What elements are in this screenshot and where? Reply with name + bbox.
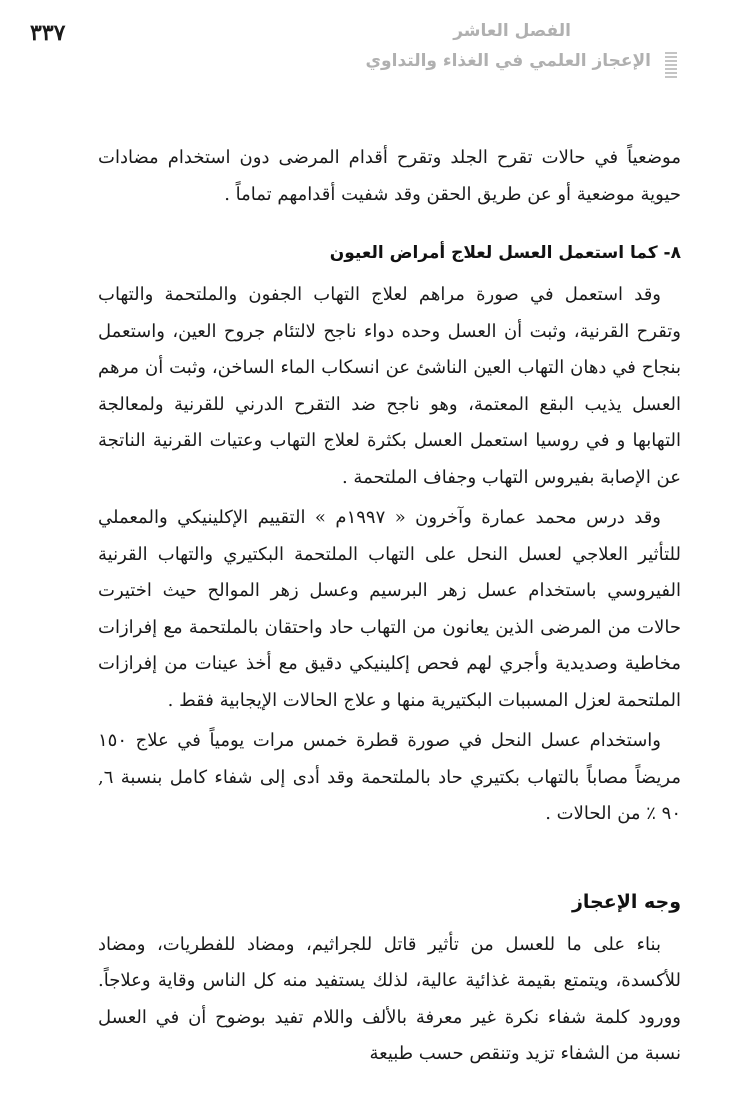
paragraph-eye-ointment: وقد استعمل في صورة مراهم لعلاج التهاب الجفون والملتحمة والتهاب وتقرح القرنية، وثبت أن العسل وحده دواء ناجح لالتئام جروح العين، واستعمل بنجاح في دهان التهاب العين الناشئ عن انسكاب الماء الساخن، وثبت أن مرهم العسل يذيب البقع المعتمة، وهو ناجح ضد التقرح الدرني للقرنية ولمعالجة التهابها و في روسيا استعمل العسل بكثرة لعلاج التهاب وعتيات القرنية الناتجة عن الإصابة بفيروس التهاب وجفاف الملتحمة . — [98, 284, 682, 488]
section-heading: ٨- كما استعمل العسل لعلاج أمراض العيون — [329, 243, 681, 263]
header-ornament — [665, 52, 677, 80]
book-title: الإعجاز العلمي في الغذاء والتداوي — [365, 51, 651, 71]
running-header — [365, 18, 651, 78]
paragraph-clinical-study: وقد درس محمد عمارة وآخرون « ١٩٩٧م » التقييم الإكلينيكي والمعملي للتأثير العلاجي لعسل النحل على التهاب الملتحمة البكتيري والتهاب القرنية الفيروسي باستخدام عسل زهر البرسيم وعسل زهر الموالح حيث اختيرت حالات من المرضى الذين يعانون من التهاب حاد واحتقان بالملتحمة مع إفرازات مخاطية وصديدية وأجري لهم فحص إكلينيكي دقيق مع أخذ عينات من إفرازات الملتحمة لعزل المسببات البكتيرية منها و علاج الحالات الإيجابية فقط . — [98, 507, 681, 711]
page-number: ٣٣٧ — [30, 20, 66, 46]
paragraph-eye-drops: واستخدام عسل النحل في صورة قطرة خمس مرات يومياً في علاج ١٥٠ مريضاً مصاباً بالتهاب بكتيري حاد بالملتحمة وقد أدى إلى شفاء كامل بنسبة ٦, ٩٠ ٪ من الحالات . — [98, 730, 681, 824]
page-body — [98, 140, 681, 1073]
paragraph-miracle: بناء على ما للعسل من تأثير قاتل للجراثيم، ومضاد للفطريات، ومضاد للأكسدة، ويتمتع بقيمة غذائية عالية، لذلك يستفيد منه كل الناس وقاية وعلاجاً. وورود كلمة شفاء نكرة غير معرفة بالألف واللام تفيد بوضوح أن في العسل نسبة من الشفاء تزيد وتنقص حسب طبيعة — [98, 933, 681, 1064]
miracle-heading: وجه الإعجاز — [571, 890, 681, 913]
chapter-title: الفصل العاشر — [453, 21, 571, 41]
intro-paragraph: موضعياً في حالات تقرح الجلد وتقرح أقدام المرضى دون استخدام مضادات حيوية موضعية أو عن طريق الحقن وقد شفيت أقدامهم تماماً . — [98, 147, 681, 205]
